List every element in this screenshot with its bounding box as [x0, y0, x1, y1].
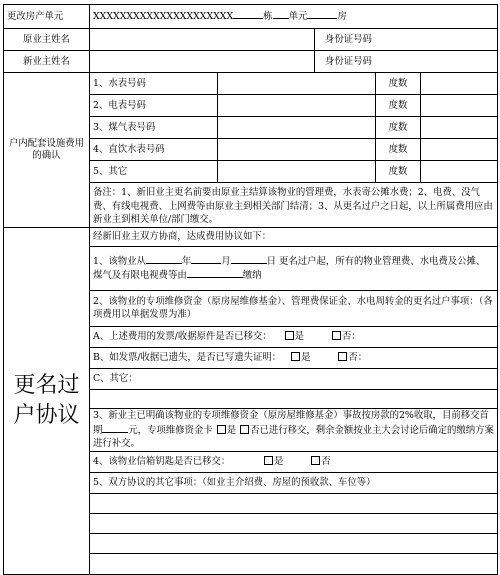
agreement-section-label: 更名过户协议 [4, 227, 90, 574]
item-4-yes-checkbox[interactable] [264, 456, 273, 465]
blank-line [273, 9, 289, 19]
no-label: 否： [341, 331, 361, 343]
reading-label-other: 度数 [376, 161, 421, 183]
meter-label-gas: 3、煤气表号码 [90, 117, 218, 139]
reading-water-field[interactable] [421, 73, 498, 95]
original-owner-row [4, 29, 498, 51]
agreement-item-5: 5、双方协议的其它事项：（如业主介绍费、房屋的预收款、车位等） [90, 472, 498, 493]
year-word: 年 [181, 255, 192, 267]
transfer-form-table [3, 4, 498, 575]
new-owner-id-label: 身份证号码 [325, 55, 372, 67]
item-b-yes-checkbox[interactable] [291, 352, 300, 361]
original-owner-id-field[interactable] [315, 29, 498, 51]
reading-label-drinking-water: 度数 [376, 139, 421, 161]
new-owner-row [4, 51, 498, 73]
reading-electric-field[interactable] [421, 95, 498, 117]
reading-gas-field[interactable] [421, 117, 498, 139]
address-row [4, 5, 498, 29]
first-payment-blank[interactable] [102, 423, 128, 433]
facilities-note: 备注：1、新旧业主更名前要由原业主结算该物业的管理费，水表寄公摊水费；2、电费、没气费、有线电视费、上网费等由原业主到相关部门结清；3、从更名过户之日起，以上所属费用应由新业主到相关单位/部门缴交。 [90, 183, 498, 228]
address-field[interactable] [90, 5, 498, 29]
agreement-line-2[interactable] [90, 513, 498, 533]
item-b-question: B、如发票/收据已遗失，是否已写遗失证明： [93, 352, 282, 364]
item3-text-start: 3、新业主已明确该物业的专项维修资金（原房屋维修基金）事故按房款的2%收取，目前移交首期 [93, 409, 489, 436]
original-owner-name-field[interactable] [90, 29, 315, 51]
year-blank[interactable] [146, 254, 182, 264]
day-blank[interactable] [231, 254, 267, 264]
item1-text-start: 1、该物业从 [93, 255, 146, 267]
card-no-checkbox[interactable] [240, 425, 249, 434]
agreement-intro: 经新旧业主双方协商，达成费用协议如下： [90, 227, 498, 246]
address-code: XXXXXXXXXXXXXXXXXXXXX [93, 11, 234, 23]
meter-number-electric-field[interactable] [218, 95, 376, 117]
meter-number-water-field[interactable] [218, 73, 376, 95]
meter-row-water [4, 73, 498, 95]
new-owner-name-field[interactable] [90, 51, 315, 73]
meter-number-other-field[interactable] [218, 161, 376, 183]
agreement-line-1[interactable] [90, 493, 498, 513]
agreement-item-2: 2、该物业的专项维修资金（原房屋维修基金）、管理费保证金、水电周转金的更名过户事项：（各项费用以单据发票为准） [90, 290, 498, 326]
reading-drinking-water-field[interactable] [421, 139, 498, 161]
card-yes-checkbox[interactable] [217, 425, 226, 434]
agreement-item-3[interactable] [90, 408, 498, 451]
pay-word: 缴纳 [242, 270, 262, 282]
meter-label-water: 1、水表号码 [90, 73, 218, 95]
agreement-item-1[interactable] [90, 246, 498, 290]
new-owner-id-field[interactable] [315, 51, 498, 73]
payer-blank[interactable] [187, 268, 243, 278]
item1-text-mid: 日 更名过户起，所有的物业管理费、水电费及公摊、煤气及有限电视费等由 [93, 255, 486, 282]
item-a-yes-checkbox[interactable] [285, 331, 294, 340]
meter-label-drinking-water: 4、直饮水表号码 [90, 139, 218, 161]
yes-label: 是 [301, 352, 311, 364]
original-owner-label: 原业主姓名 [4, 29, 90, 51]
reading-other-field[interactable] [421, 161, 498, 183]
yes-label: 是 [274, 455, 284, 467]
meter-number-gas-field[interactable] [218, 117, 376, 139]
item-4-no-checkbox[interactable] [311, 456, 320, 465]
reading-label-electric: 度数 [376, 95, 421, 117]
facilities-section-label: 户内配套设施费用的确认 [4, 73, 90, 228]
agreement-item-b [90, 347, 498, 368]
address-label: 更改房产单元 [4, 5, 90, 29]
meter-label-other: 5、其它 [90, 161, 218, 183]
no-label: 否： [348, 352, 368, 364]
agreement-line-4[interactable] [90, 553, 498, 574]
unit-word: 单元 [288, 11, 308, 23]
agreement-blank-line[interactable] [90, 389, 498, 408]
room-word: 房 [337, 11, 347, 23]
blank-line [233, 9, 263, 19]
no-label: 否 [321, 455, 331, 467]
reading-label-water: 度数 [376, 73, 421, 95]
item3-text-mid: 元，专项维修资金卡 [128, 424, 213, 436]
yes-label: 是 [294, 331, 304, 343]
item-4-question: 4、该物业信箱钥匙是否已移交： [93, 455, 231, 467]
month-word: 月 [221, 255, 231, 267]
month-blank[interactable] [191, 254, 221, 264]
blank-line [307, 9, 337, 19]
meter-number-drinking-water-field[interactable] [218, 139, 376, 161]
meter-label-electric: 2、电表号码 [90, 95, 218, 117]
item-a-question: A、上述费用的发票/收据原件是否已移交： [93, 331, 272, 343]
reading-label-gas: 度数 [376, 117, 421, 139]
item3-text-end: 否已进行移交，剩余金额按业主大会讨论后确定的缴纳方案进行补交。 [93, 424, 494, 450]
agreement-item-4 [90, 451, 498, 472]
agreement-item-a [90, 326, 498, 347]
yes-label: 是 [226, 424, 237, 436]
agreement-intro-row [4, 227, 498, 246]
item-b-no-checkbox[interactable] [338, 352, 347, 361]
item-a-no-checkbox[interactable] [332, 331, 341, 340]
new-owner-label: 新业主姓名 [4, 51, 90, 73]
original-owner-id-label: 身份证号码 [325, 33, 372, 45]
building-word: 栋 [263, 11, 273, 23]
agreement-line-3[interactable] [90, 533, 498, 553]
agreement-item-c[interactable]: C、其它： [90, 368, 498, 389]
